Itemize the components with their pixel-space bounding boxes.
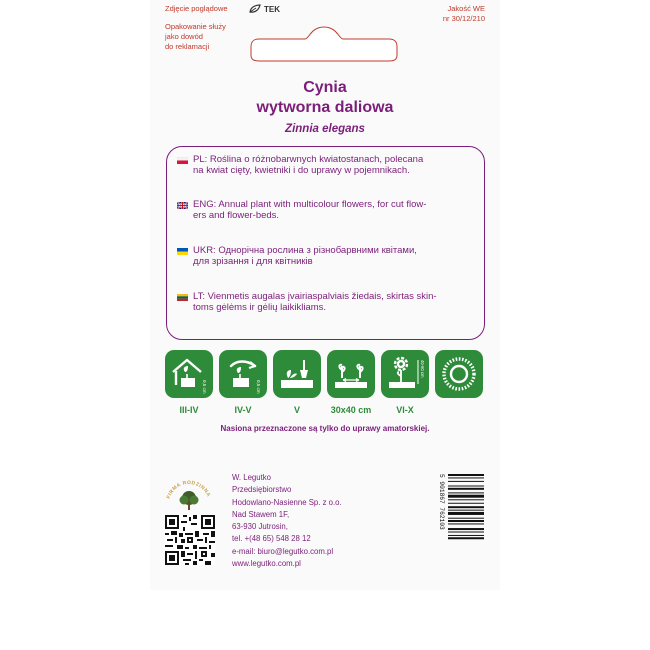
description-line: ers and flower-beds.: [193, 210, 280, 221]
complaint-line: jako dowód: [165, 32, 203, 41]
description-line: UKR: Однорічна рослина з різнобарвними квітами,: [193, 245, 417, 256]
description-line: ENG: Annual plant with multicolour flowers, for cut flow-: [193, 199, 427, 210]
quality-label: Jakość WE: [447, 4, 485, 13]
complaint-line: do reklamacji: [165, 42, 210, 51]
barcode-bar: [448, 495, 484, 498]
barcode-bar: [448, 486, 484, 487]
company-line: Hodowlano-Nasienne Sp. z o.o.: [232, 497, 342, 507]
barcode-bar: [448, 474, 484, 476]
description-lt: [193, 291, 479, 313]
description-ukr: [193, 245, 479, 267]
barcode-bar: [448, 520, 484, 522]
company-email[interactable]: e-mail: biuro@legutko.com.pl: [232, 546, 334, 556]
description-eng: [193, 199, 479, 221]
description-line: PL: Roślina o różnobarwnych kwiatostanach, polecana: [193, 154, 424, 165]
title-line-2: wytworna daliowa: [256, 99, 394, 116]
barcode-bar: [448, 535, 484, 536]
tek-label: TEK: [264, 4, 280, 14]
barcode-bar: [448, 488, 484, 490]
quality-info: [443, 4, 485, 24]
barcode-bar: [448, 503, 484, 504]
family-company-logo: [163, 478, 215, 514]
description-line: для зрізання і для квітників: [193, 256, 313, 267]
sowing-under-cover-tile: [165, 350, 213, 398]
barcode: [436, 472, 486, 567]
trowel-seedling-icon: [277, 354, 317, 394]
company-phone: tel. +(48 65) 548 28 12: [232, 534, 311, 544]
flag-pl-icon: [177, 157, 188, 164]
plant-spacing-tile: [327, 350, 375, 398]
barcode-bar: [448, 537, 484, 539]
flag-ukr-icon: [177, 248, 188, 255]
flag-lt-icon: [177, 294, 188, 301]
barcode-bar: [448, 528, 484, 530]
leaf-icon: [248, 4, 262, 14]
sowing-open-ground-tile: [219, 350, 267, 398]
barcode-bar: [448, 518, 484, 519]
barcode-bar: [448, 506, 484, 508]
spacing-icon: [331, 354, 371, 394]
preview-label: Zdjęcie poglądowe: [165, 4, 228, 13]
company-line: 63-930 Jutrosin,: [232, 522, 288, 532]
greenhouse-sowing-icon: [169, 354, 209, 394]
complaint-line: Opakowanie służy: [165, 22, 226, 31]
open-sowing-months-label: IV-V: [234, 405, 252, 415]
company-address: [232, 472, 342, 570]
depth-label: 0,5 cm: [256, 380, 261, 394]
company-line: W. Legutko: [232, 473, 272, 482]
tek-badge: [248, 4, 280, 14]
depth-label: 0,5 cm: [202, 380, 207, 394]
barcode-bar: [448, 510, 484, 511]
flowering-tile: [381, 350, 429, 398]
barcode-bar: [448, 532, 484, 533]
sun-exposure-tile: [435, 350, 483, 398]
logo-text: FIRMA RODZINNA: [165, 479, 212, 500]
flag-uk-icon: [177, 202, 188, 209]
sowing-months-label: III-IV: [179, 405, 199, 415]
qr-code[interactable]: [165, 515, 215, 565]
description-box: [166, 146, 485, 340]
hang-hole: [249, 25, 399, 63]
flowering-months-label: VI-X: [396, 405, 414, 415]
company-line: Nad Stawem 1F,: [232, 509, 290, 519]
complaint-note: [165, 22, 226, 52]
height-label: 40-60 cm: [420, 360, 425, 378]
company-line: Przedsiębiorstwo: [232, 485, 292, 495]
latin-name: Zinnia elegans: [285, 123, 365, 135]
product-title: [150, 78, 500, 118]
title-line-1: Cynia: [303, 79, 347, 96]
flower-height-icon: [385, 354, 425, 394]
barcode-bar: [448, 523, 484, 524]
lot-number: nr 30/12/210: [442, 14, 485, 23]
barcode-number: 5 901867 762103: [438, 474, 445, 530]
description-line: na kwiat cięty, kwietniki i do uprawy w pojemnikach.: [193, 165, 410, 176]
barcode-bar: [448, 492, 484, 493]
sun-icon: [439, 354, 479, 394]
barcode-bar: [448, 499, 484, 500]
company-website[interactable]: www.legutko.com.pl: [232, 559, 301, 569]
barcode-bar: [448, 512, 484, 515]
description-line: toms gėlėms ir gėlių laikikliams.: [193, 302, 327, 313]
barcode-bar: [448, 481, 484, 482]
cultivation-icons: [165, 350, 483, 398]
spacing-label: 30x40 cm: [330, 405, 372, 415]
description-line: LT: Vienmetis augalas įvairiaspalviais žiedais, skirtas skin-: [193, 291, 437, 302]
description-pl: [193, 154, 479, 176]
barcode-bar: [448, 477, 484, 478]
open-ground-sowing-icon: [223, 354, 263, 394]
planting-month-label: V: [293, 405, 300, 415]
planting-out-tile: [273, 350, 321, 398]
amateur-note: Nasiona przeznaczone są tylko do uprawy amatorskiej.: [220, 424, 430, 433]
